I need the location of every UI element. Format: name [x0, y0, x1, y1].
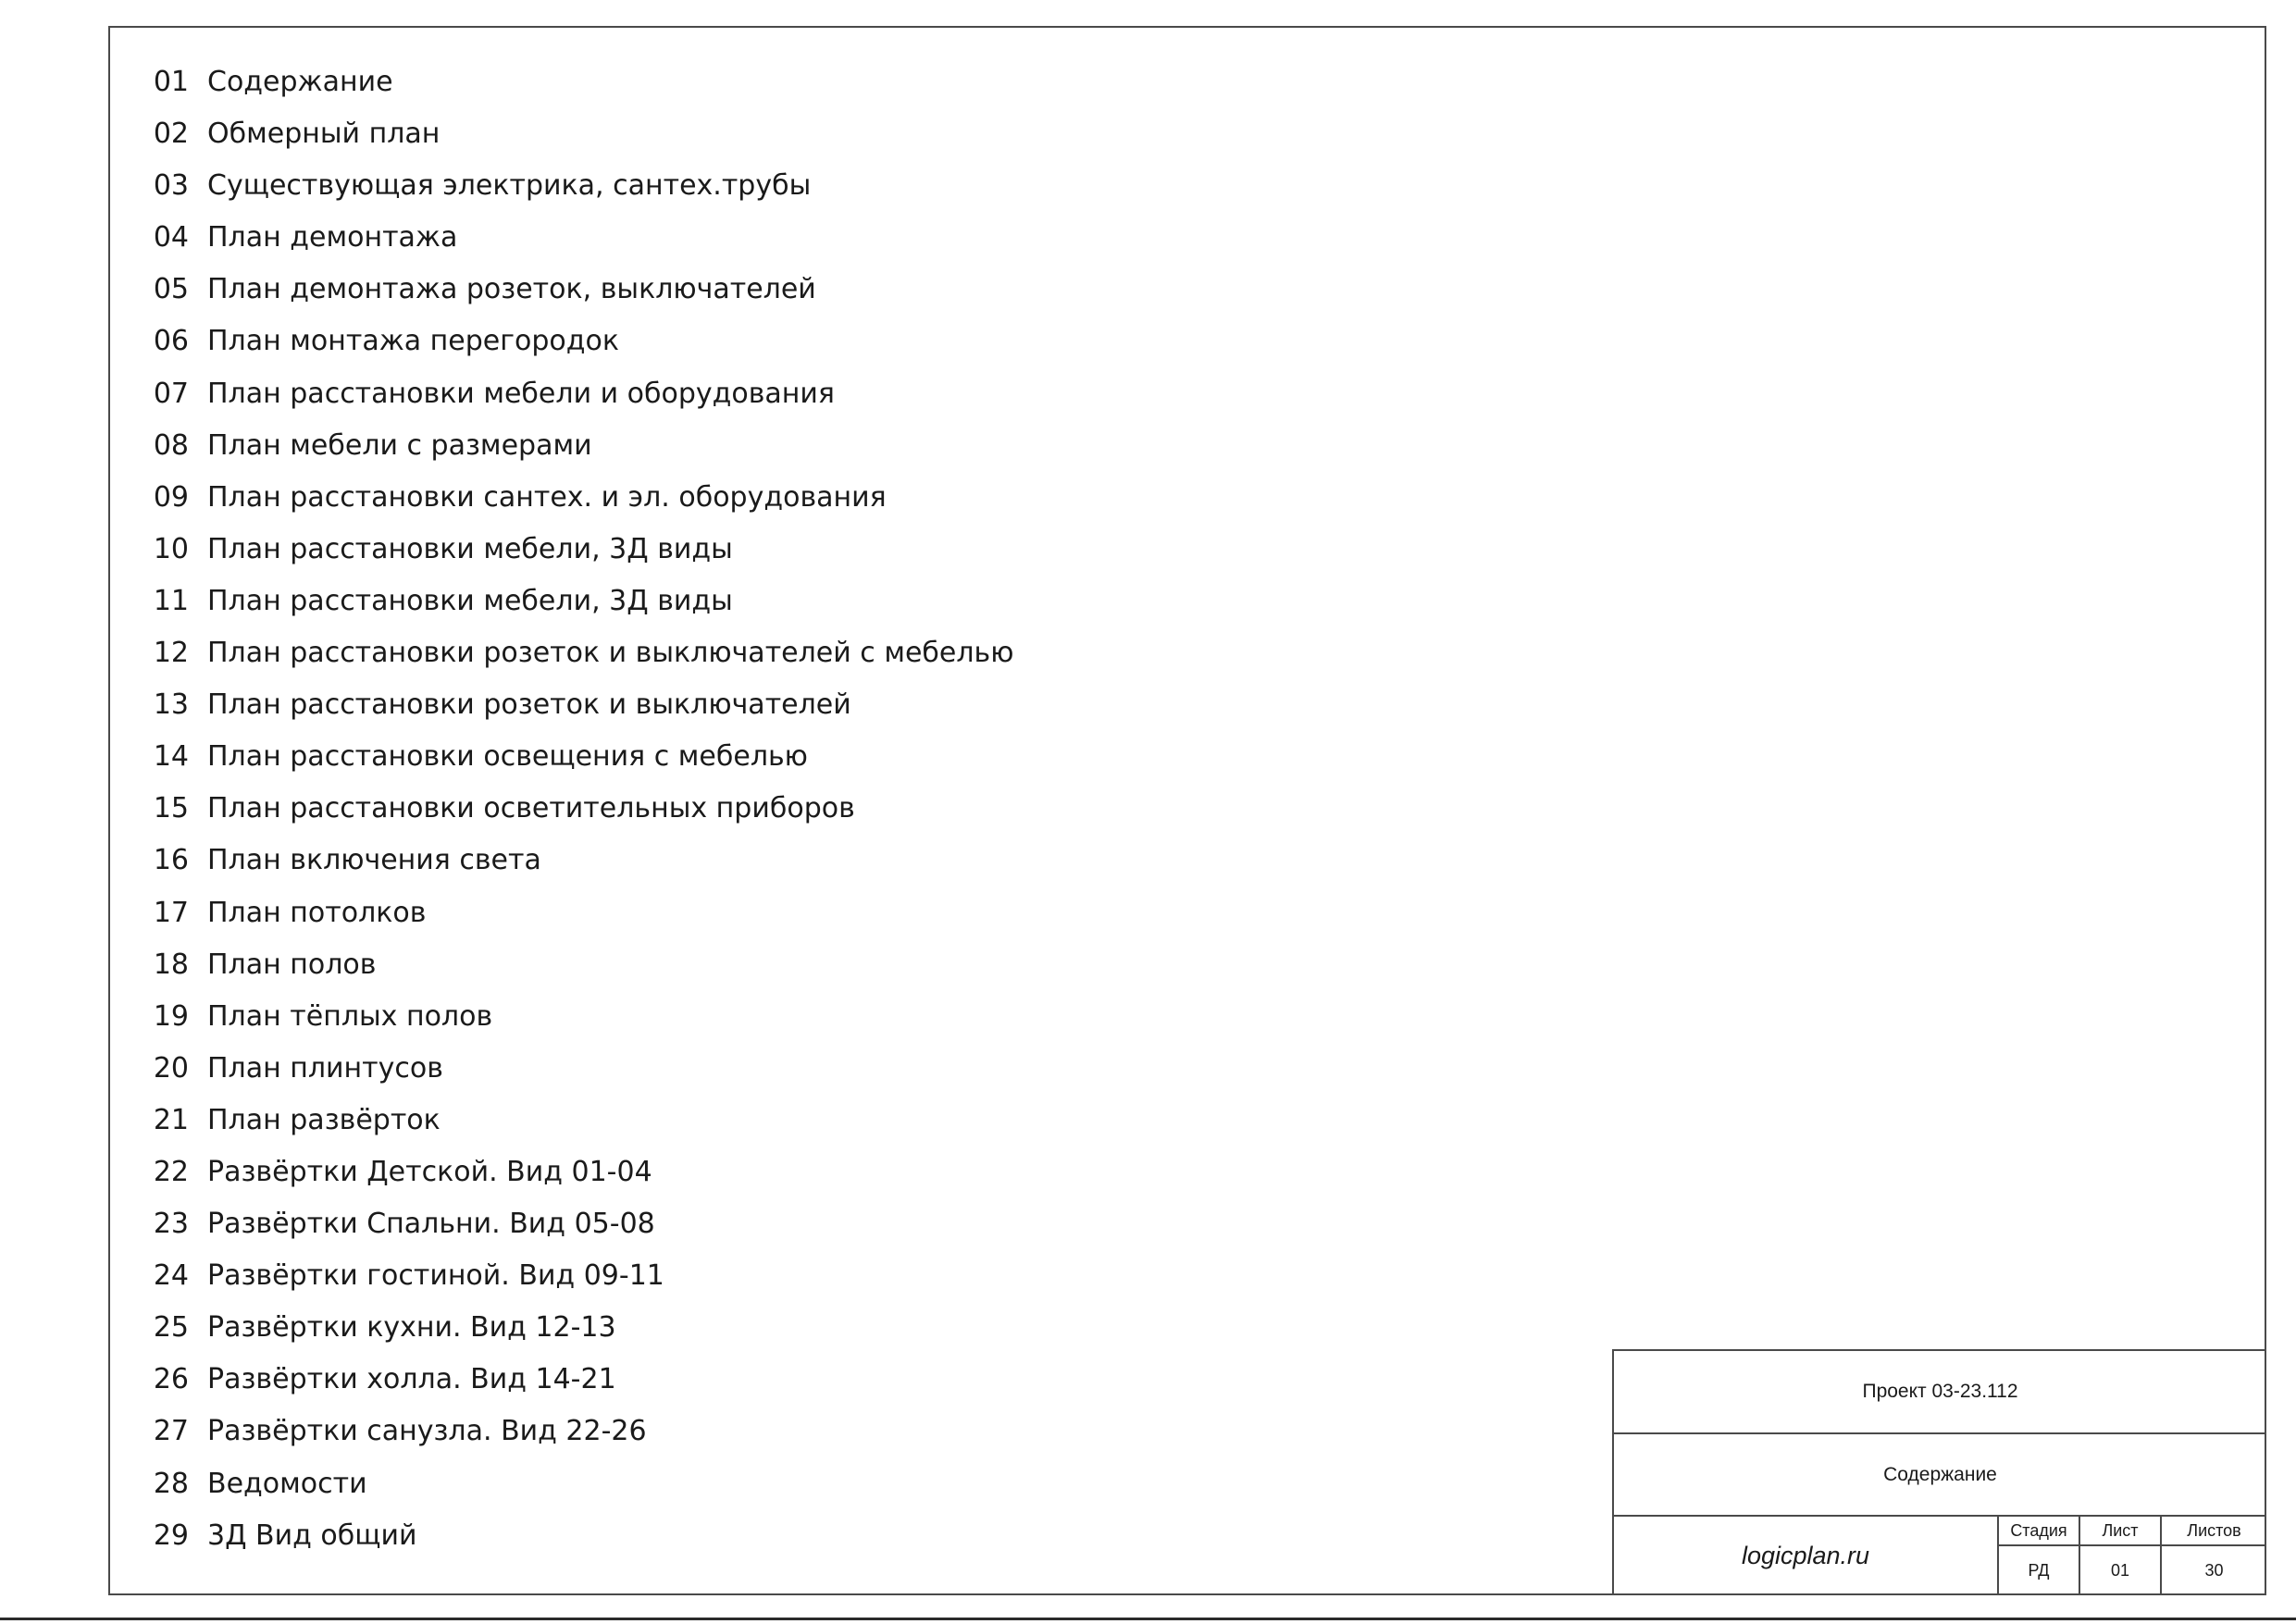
contents-item-title: 3Д Вид общий	[207, 1519, 417, 1552]
contents-item	[139, 1097, 1013, 1149]
contents-item	[139, 1513, 1013, 1565]
contents-item	[139, 682, 1013, 734]
contents-item-title: План расстановки мебели и оборудования	[207, 377, 835, 410]
contents-item-number: 20	[153, 1051, 189, 1085]
contents-item-number: 01	[153, 66, 189, 98]
contents-item-title: План полов	[207, 948, 377, 981]
contents-item-number: 09	[153, 480, 189, 514]
contents-item	[139, 837, 1013, 889]
sheets-label: Листов	[2162, 1517, 2266, 1546]
sheet-label: Лист	[2080, 1517, 2162, 1546]
contents-item	[139, 1149, 1013, 1201]
contents-item-number: 18	[153, 948, 189, 981]
contents-item-title: План расстановки освещения с мебелью	[207, 740, 808, 774]
contents-item-number: 13	[153, 688, 189, 722]
contents-item-number: 12	[153, 637, 189, 670]
contents-item-number: 22	[153, 1155, 189, 1188]
title-block	[1612, 1349, 2266, 1595]
contents-item-title: План включения света	[207, 844, 541, 877]
contents-item-title: План демонтажа розеток, выключателей	[207, 273, 816, 306]
contents-item	[139, 215, 1013, 267]
contents-item	[139, 786, 1013, 837]
contents-item-title: План плинтусов	[207, 1051, 443, 1085]
contents-item	[139, 527, 1013, 578]
contents-item-title: План расстановки мебели, 3Д виды	[207, 532, 733, 565]
contents-item-number: 16	[153, 844, 189, 877]
project-number: Проект 03-23.112	[1614, 1351, 2266, 1434]
contents-item	[139, 423, 1013, 475]
contents-item-number: 26	[153, 1363, 189, 1396]
contents-item	[139, 475, 1013, 527]
sheet-title: Содержание	[1614, 1434, 2266, 1517]
contents-item-title: План расстановки розеток и выключателей с мебелью	[207, 637, 1014, 670]
contents-item-title: План развёрток	[207, 1103, 441, 1136]
contents-item-title: Развёртки Детской. Вид 01-04	[207, 1155, 652, 1188]
contents-item	[139, 1357, 1013, 1408]
contents-item	[139, 267, 1013, 318]
contents-list	[139, 59, 1013, 1565]
sheet-number: 01	[2080, 1546, 2162, 1595]
contents-item-title: Существующая электрика, сантех.трубы	[207, 169, 812, 203]
contents-item-title: План монтажа перегородок	[207, 325, 619, 358]
contents-item	[139, 578, 1013, 630]
contents-item	[139, 111, 1013, 163]
title-block-footer	[1614, 1517, 2266, 1595]
bottom-rule	[0, 1618, 2296, 1620]
contents-item-title: Содержание	[207, 66, 393, 98]
contents-item-title: План потолков	[207, 896, 427, 929]
contents-item-title: Ведомости	[207, 1467, 367, 1500]
stage-value: РД	[1999, 1546, 2080, 1595]
contents-item-title: План мебели с размерами	[207, 428, 592, 462]
contents-item	[139, 1046, 1013, 1097]
contents-item-number: 17	[153, 896, 189, 929]
contents-item-title: Развёртки холла. Вид 14-21	[207, 1363, 616, 1396]
contents-item-number: 08	[153, 428, 189, 462]
contents-item-number: 10	[153, 532, 189, 565]
contents-item-number: 28	[153, 1467, 189, 1500]
contents-item-number: 24	[153, 1259, 189, 1293]
contents-item-number: 04	[153, 221, 189, 254]
stage-label: Стадия	[1999, 1517, 2080, 1546]
contents-item	[139, 994, 1013, 1046]
contents-item	[139, 318, 1013, 370]
contents-item-title: План расстановки сантех. и эл. оборудования	[207, 480, 887, 514]
contents-item	[139, 59, 1013, 111]
contents-item	[139, 734, 1013, 786]
contents-item	[139, 1461, 1013, 1513]
sheets-total: 30	[2204, 1561, 2224, 1580]
contents-item-title: Обмерный план	[207, 118, 441, 151]
contents-item-number: 07	[153, 377, 189, 410]
contents-item-number: 02	[153, 118, 189, 151]
contents-item-number: 06	[153, 325, 189, 358]
contents-item-title: План расстановки мебели, 3Д виды	[207, 584, 733, 617]
contents-item-title: План расстановки розеток и выключателей	[207, 688, 851, 722]
contents-item	[139, 890, 1013, 942]
contents-item-title: Развёртки кухни. Вид 12-13	[207, 1311, 616, 1345]
contents-item-title: Развёртки санузла. Вид 22-26	[207, 1415, 647, 1448]
contents-item-number: 11	[153, 584, 189, 617]
contents-item-number: 03	[153, 169, 189, 203]
contents-item-number: 15	[153, 792, 189, 825]
contents-item	[139, 1253, 1013, 1305]
contents-item-number: 23	[153, 1208, 189, 1241]
contents-item-number: 21	[153, 1103, 189, 1136]
contents-item	[139, 163, 1013, 215]
contents-item-number: 25	[153, 1311, 189, 1345]
contents-item	[139, 371, 1013, 423]
contents-item-number: 27	[153, 1415, 189, 1448]
contents-item	[139, 942, 1013, 994]
contents-item-number: 29	[153, 1519, 189, 1552]
company-name: logicplan.ru	[1614, 1517, 1999, 1595]
contents-item-number: 14	[153, 740, 189, 774]
contents-item-title: План расстановки осветительных приборов	[207, 792, 855, 825]
contents-item-title: План демонтажа	[207, 221, 458, 254]
contents-item	[139, 630, 1013, 682]
contents-item-number: 19	[153, 999, 189, 1033]
contents-item-title: План тёплых полов	[207, 999, 493, 1033]
contents-item-title: Развёртки гостиной. Вид 09-11	[207, 1259, 664, 1293]
contents-item	[139, 1408, 1013, 1460]
contents-item	[139, 1201, 1013, 1253]
contents-item	[139, 1305, 1013, 1357]
contents-item-number: 05	[153, 273, 189, 306]
contents-item-title: Развёртки Спальни. Вид 05-08	[207, 1208, 655, 1241]
